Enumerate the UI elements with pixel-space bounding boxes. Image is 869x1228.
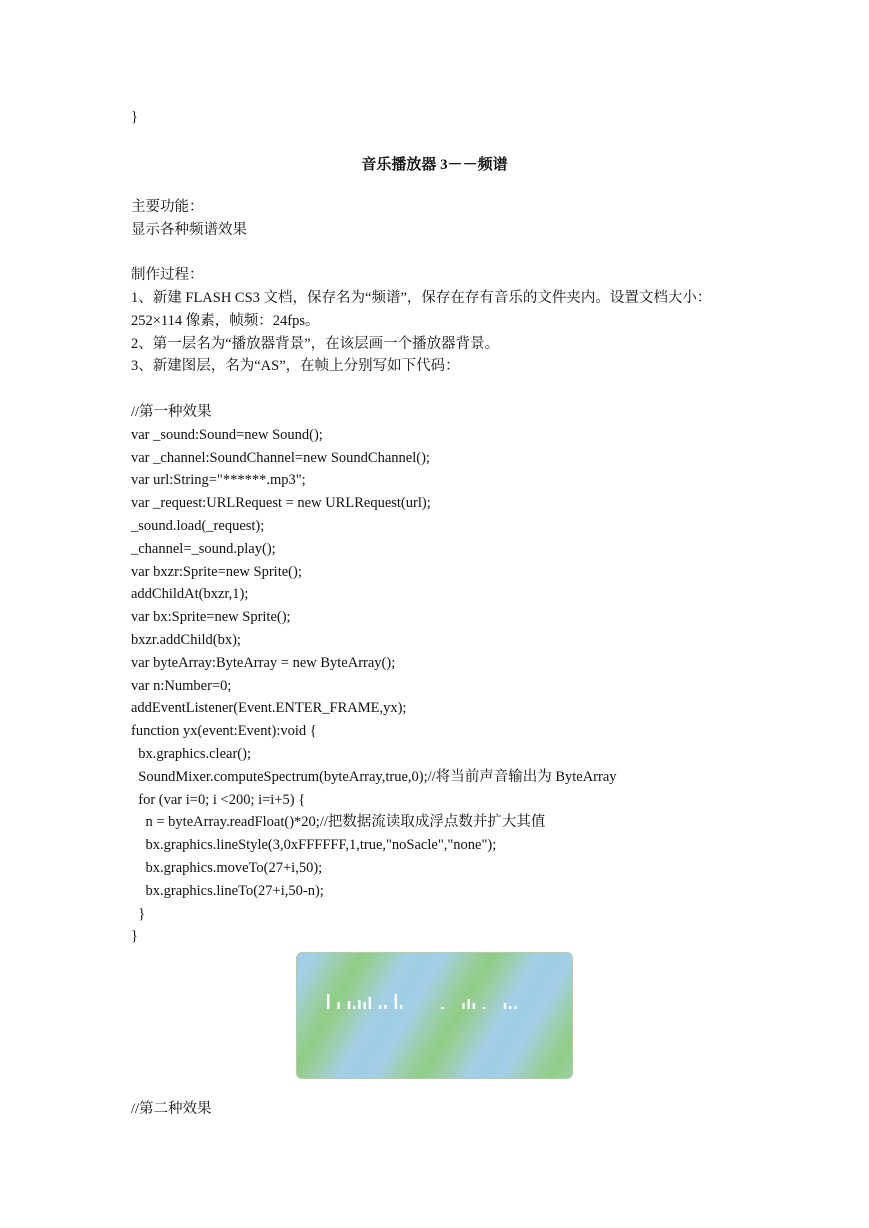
spectrum-bar: [509, 1006, 511, 1009]
code-line: SoundMixer.computeSpectrum(byteArray,true,0);//将当前声音输出为 ByteArray: [131, 769, 617, 785]
spectrum-bar: [358, 1000, 360, 1009]
code-line: //第一种效果: [131, 404, 212, 420]
spectrum-bars: [297, 953, 572, 1078]
spectrum-bar: [395, 994, 397, 1009]
code-line: addChildAt(bxzr,1);: [131, 586, 249, 602]
spectrum-bar: [327, 994, 329, 1009]
spectrum-bar: [441, 1007, 443, 1009]
second-effect-heading: //第二种效果: [131, 1101, 212, 1117]
spectrum-bar: [384, 1005, 386, 1009]
code-line: var bx:Sprite=new Sprite();: [131, 609, 291, 625]
spectrum-player-image: [296, 952, 573, 1079]
code-line: addEventListener(Event.ENTER_FRAME,yx);: [131, 700, 407, 716]
spectrum-bar: [514, 1006, 516, 1009]
spectrum-bar: [337, 1002, 339, 1009]
code-line: var _request:URLRequest = new URLRequest(url);: [131, 495, 431, 511]
code-line: _sound.load(_request);: [131, 518, 265, 534]
code-line: bxzr.addChild(bx);: [131, 632, 241, 648]
spectrum-bar: [353, 1006, 355, 1009]
spectrum-bar: [473, 1003, 475, 1009]
code-line: var _channel:SoundChannel=new SoundChannel();: [131, 450, 430, 466]
code-line: _channel=_sound.play();: [131, 541, 276, 557]
code-line: var url:String="******.mp3";: [131, 472, 306, 488]
spectrum-bar: [462, 1003, 464, 1009]
spectrum-bar: [363, 1002, 365, 1009]
code-line: }: [131, 928, 138, 944]
page-title: 音乐播放器 3－－频谱: [361, 157, 508, 173]
code-line: var _sound:Sound=new Sound();: [131, 427, 323, 443]
step-2: 2、第一层名为“播放器背景”，在该层画一个播放器背景。: [131, 336, 500, 352]
code-line: var n:Number=0;: [131, 678, 232, 694]
step-3: 3、新建图层，名为“AS”，在帧上分别写如下代码：: [131, 358, 460, 374]
main-function-label: 主要功能：: [131, 199, 204, 215]
code-line: }: [131, 906, 146, 922]
code-line: function yx(event:Event):void {: [131, 723, 317, 739]
code-line: bx.graphics.lineTo(27+i,50-n);: [131, 883, 324, 899]
code-line: for (var i=0; i <200; i=i+5) {: [131, 792, 306, 808]
spectrum-bar: [504, 1003, 506, 1009]
code-line: bx.graphics.moveTo(27+i,50);: [131, 860, 323, 876]
step-1-line-2: 252×114 像素，帧频：24fps。: [131, 313, 320, 329]
spectrum-bar: [379, 1005, 381, 1009]
code-line: var bxzr:Sprite=new Sprite();: [131, 564, 302, 580]
spectrum-bar: [400, 1005, 402, 1009]
spectrum-bar: [483, 1007, 485, 1009]
spectrum-bar: [369, 997, 371, 1009]
main-function-text: 显示各种频谱效果: [131, 222, 247, 238]
closing-brace: }: [131, 109, 138, 125]
code-line: bx.graphics.clear();: [131, 746, 251, 762]
step-1-line-1: 1、新建 FLASH CS3 文档，保存名为“频谱”，保存在存有音乐的文件夹内。设置文档大小：: [131, 290, 712, 306]
spectrum-bar: [348, 1001, 350, 1009]
code-line: n = byteArray.readFloat()*20;//把数据流读取成浮点数并扩大其值: [131, 814, 546, 830]
code-line: bx.graphics.lineStyle(3,0xFFFFFF,1,true,"noSacle","none");: [131, 837, 497, 853]
spectrum-bar: [467, 999, 469, 1009]
code-line: var byteArray:ByteArray = new ByteArray();: [131, 655, 396, 671]
process-label: 制作过程：: [131, 267, 204, 283]
